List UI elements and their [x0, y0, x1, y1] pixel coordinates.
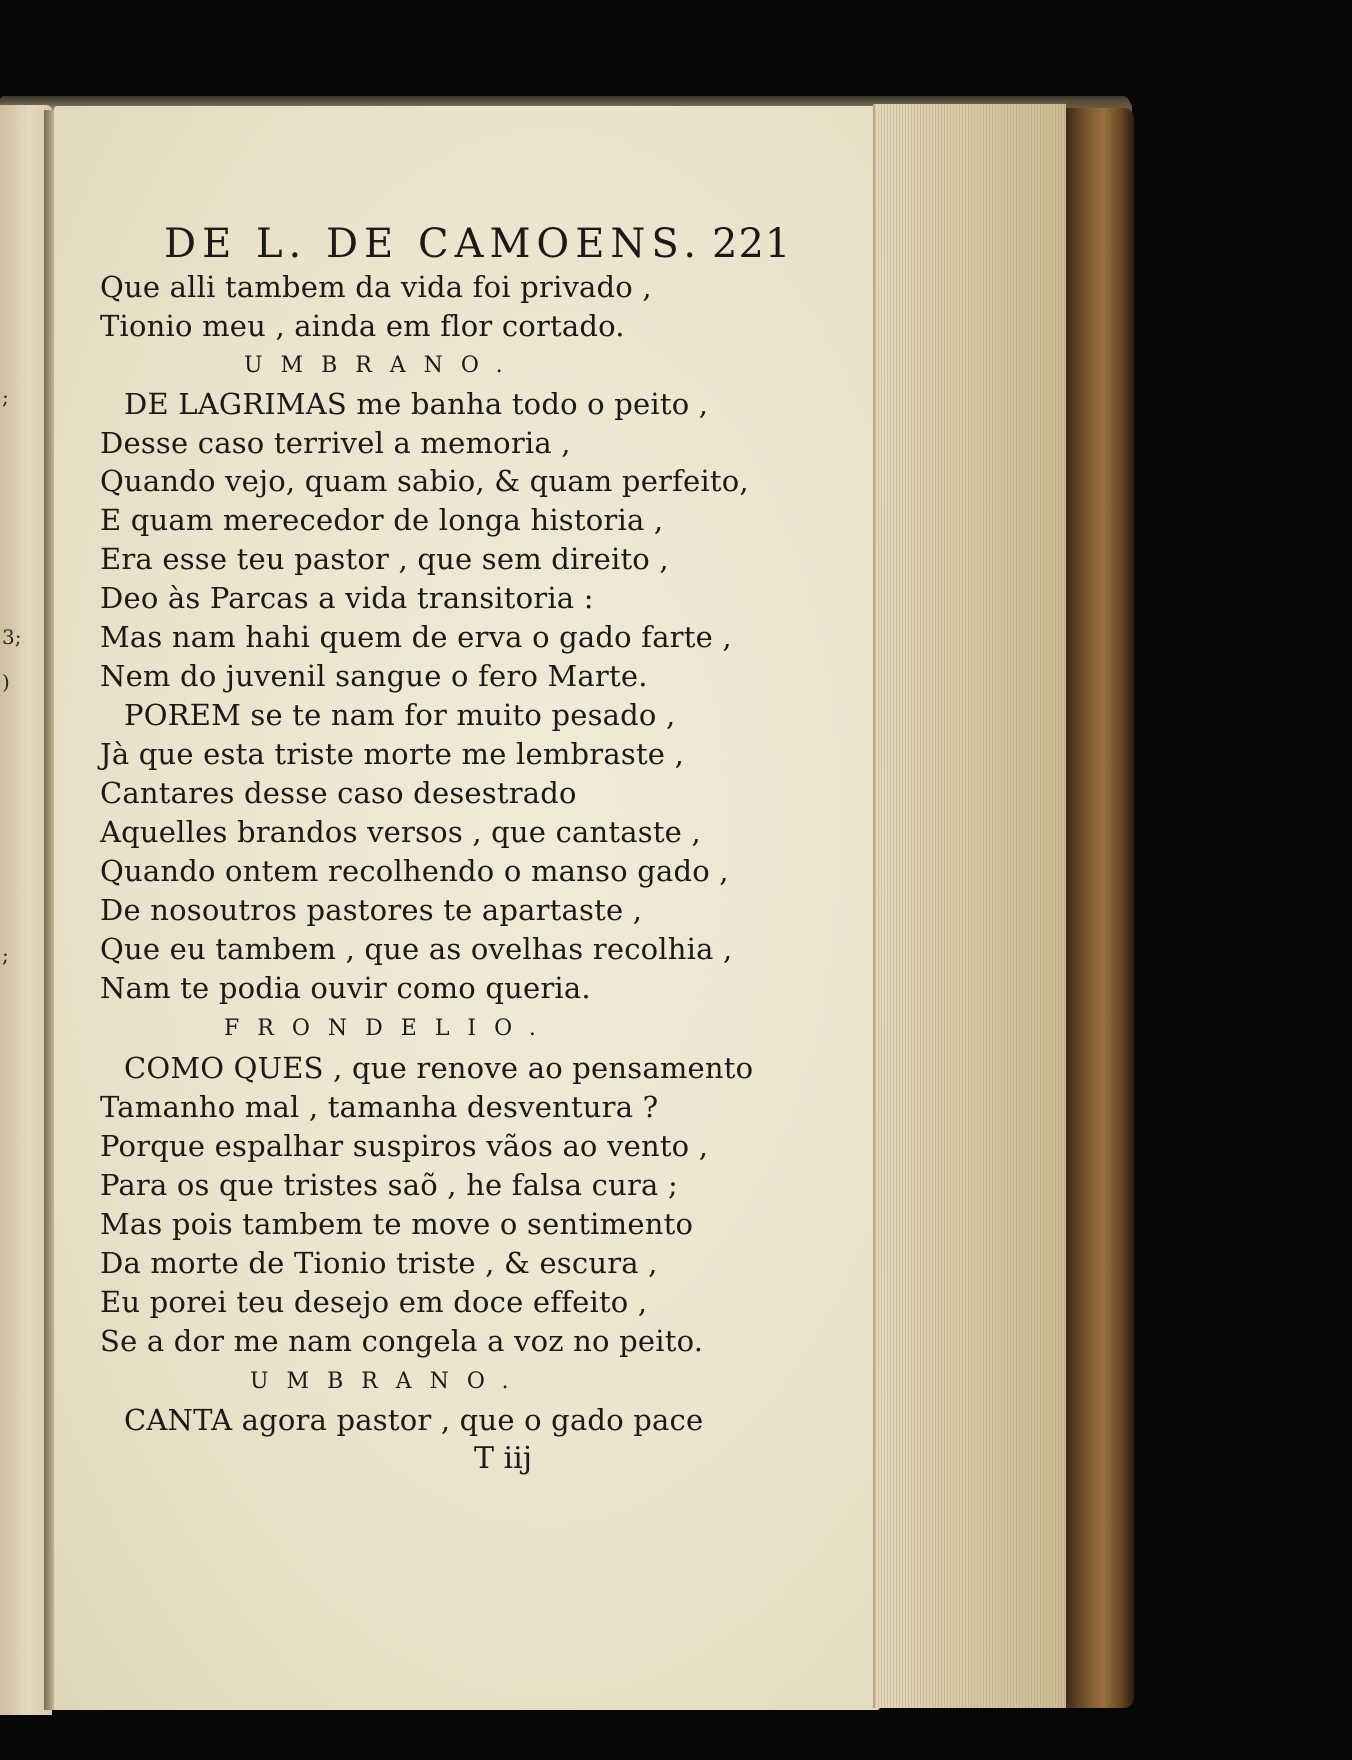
verse-line: Quando ontem recolhendo o manso gado ,: [100, 854, 729, 888]
left-page-fragment: ): [2, 670, 10, 694]
speaker-name: FRONDELIO.: [224, 1016, 554, 1041]
verse-line: Quando vejo, quam sabio, & quam perfeito,: [100, 464, 749, 498]
page-fore-edge: [873, 104, 1071, 1708]
verse-line: Que eu tambem , que as ovelhas recolhia ,: [100, 932, 733, 966]
running-head-title: DE L. DE CAMOENS.: [164, 221, 703, 267]
page-number: 221: [712, 221, 792, 267]
right-page: [54, 106, 880, 1710]
verse-line: Porque espalhar suspiros vãos ao vento ,: [100, 1129, 709, 1163]
verse-line: Tamanho mal , tamanha desventura ?: [100, 1090, 659, 1124]
verse-line: De nosoutros pastores te apartaste ,: [100, 893, 643, 927]
verse-line: Aquelles brandos versos , que cantaste ,: [100, 815, 701, 849]
verse-line: DE LAGRIMAS me banha todo o peito ,: [124, 387, 709, 421]
verse-line: Mas nam hahi quem de erva o gado farte ,: [100, 620, 732, 654]
verse-line: Da morte de Tionio triste , & escura ,: [100, 1246, 658, 1280]
verse-line: Para os que tristes saõ , he falsa cura ;: [100, 1168, 678, 1202]
left-page-fragment: ;: [2, 385, 9, 409]
verse-line: Mas pois tambem te move o sentimento: [100, 1207, 694, 1241]
verse-line: Que alli tambem da vida foi privado ,: [100, 270, 652, 304]
running-head: [164, 221, 792, 267]
verse-line: Tionio meu , ainda em flor cortado.: [100, 309, 625, 343]
verse-line: CANTA agora pastor , que o gado pace: [124, 1403, 704, 1437]
verse-line: Se a dor me nam congela a voz no peito.: [100, 1324, 704, 1358]
verse-line: Eu porei teu desejo em doce effeito ,: [100, 1285, 648, 1319]
verse-line: Nam te podia ouvir como queria.: [100, 971, 591, 1005]
left-page-fragment: 3;: [2, 625, 22, 649]
verse-line: Nem do juvenil sangue o fero Marte.: [100, 659, 648, 693]
speaker-name: UMBRANO.: [250, 1369, 527, 1394]
verse-line: Desse caso terrivel a memoria ,: [100, 426, 571, 460]
verse-line: Deo às Parcas a vida transitoria :: [100, 581, 594, 615]
verse-line: Era esse teu pastor , que sem direito ,: [100, 542, 669, 576]
verse-line: E quam merecedor de longa historia ,: [100, 503, 664, 537]
verse-line: COMO QUES , que renove ao pensamento: [124, 1051, 754, 1085]
signature-mark: T iij: [474, 1441, 533, 1476]
verse-line: Cantares desse caso desestrado: [100, 776, 577, 810]
verse-line: POREM se te nam for muito pesado ,: [124, 698, 676, 732]
left-page-fragment: ;: [2, 943, 9, 967]
verse-line: Jà que esta triste morte me lembraste ,: [100, 737, 684, 771]
leather-cover-edge: [1066, 108, 1134, 1708]
speaker-name: UMBRANO.: [244, 353, 521, 378]
